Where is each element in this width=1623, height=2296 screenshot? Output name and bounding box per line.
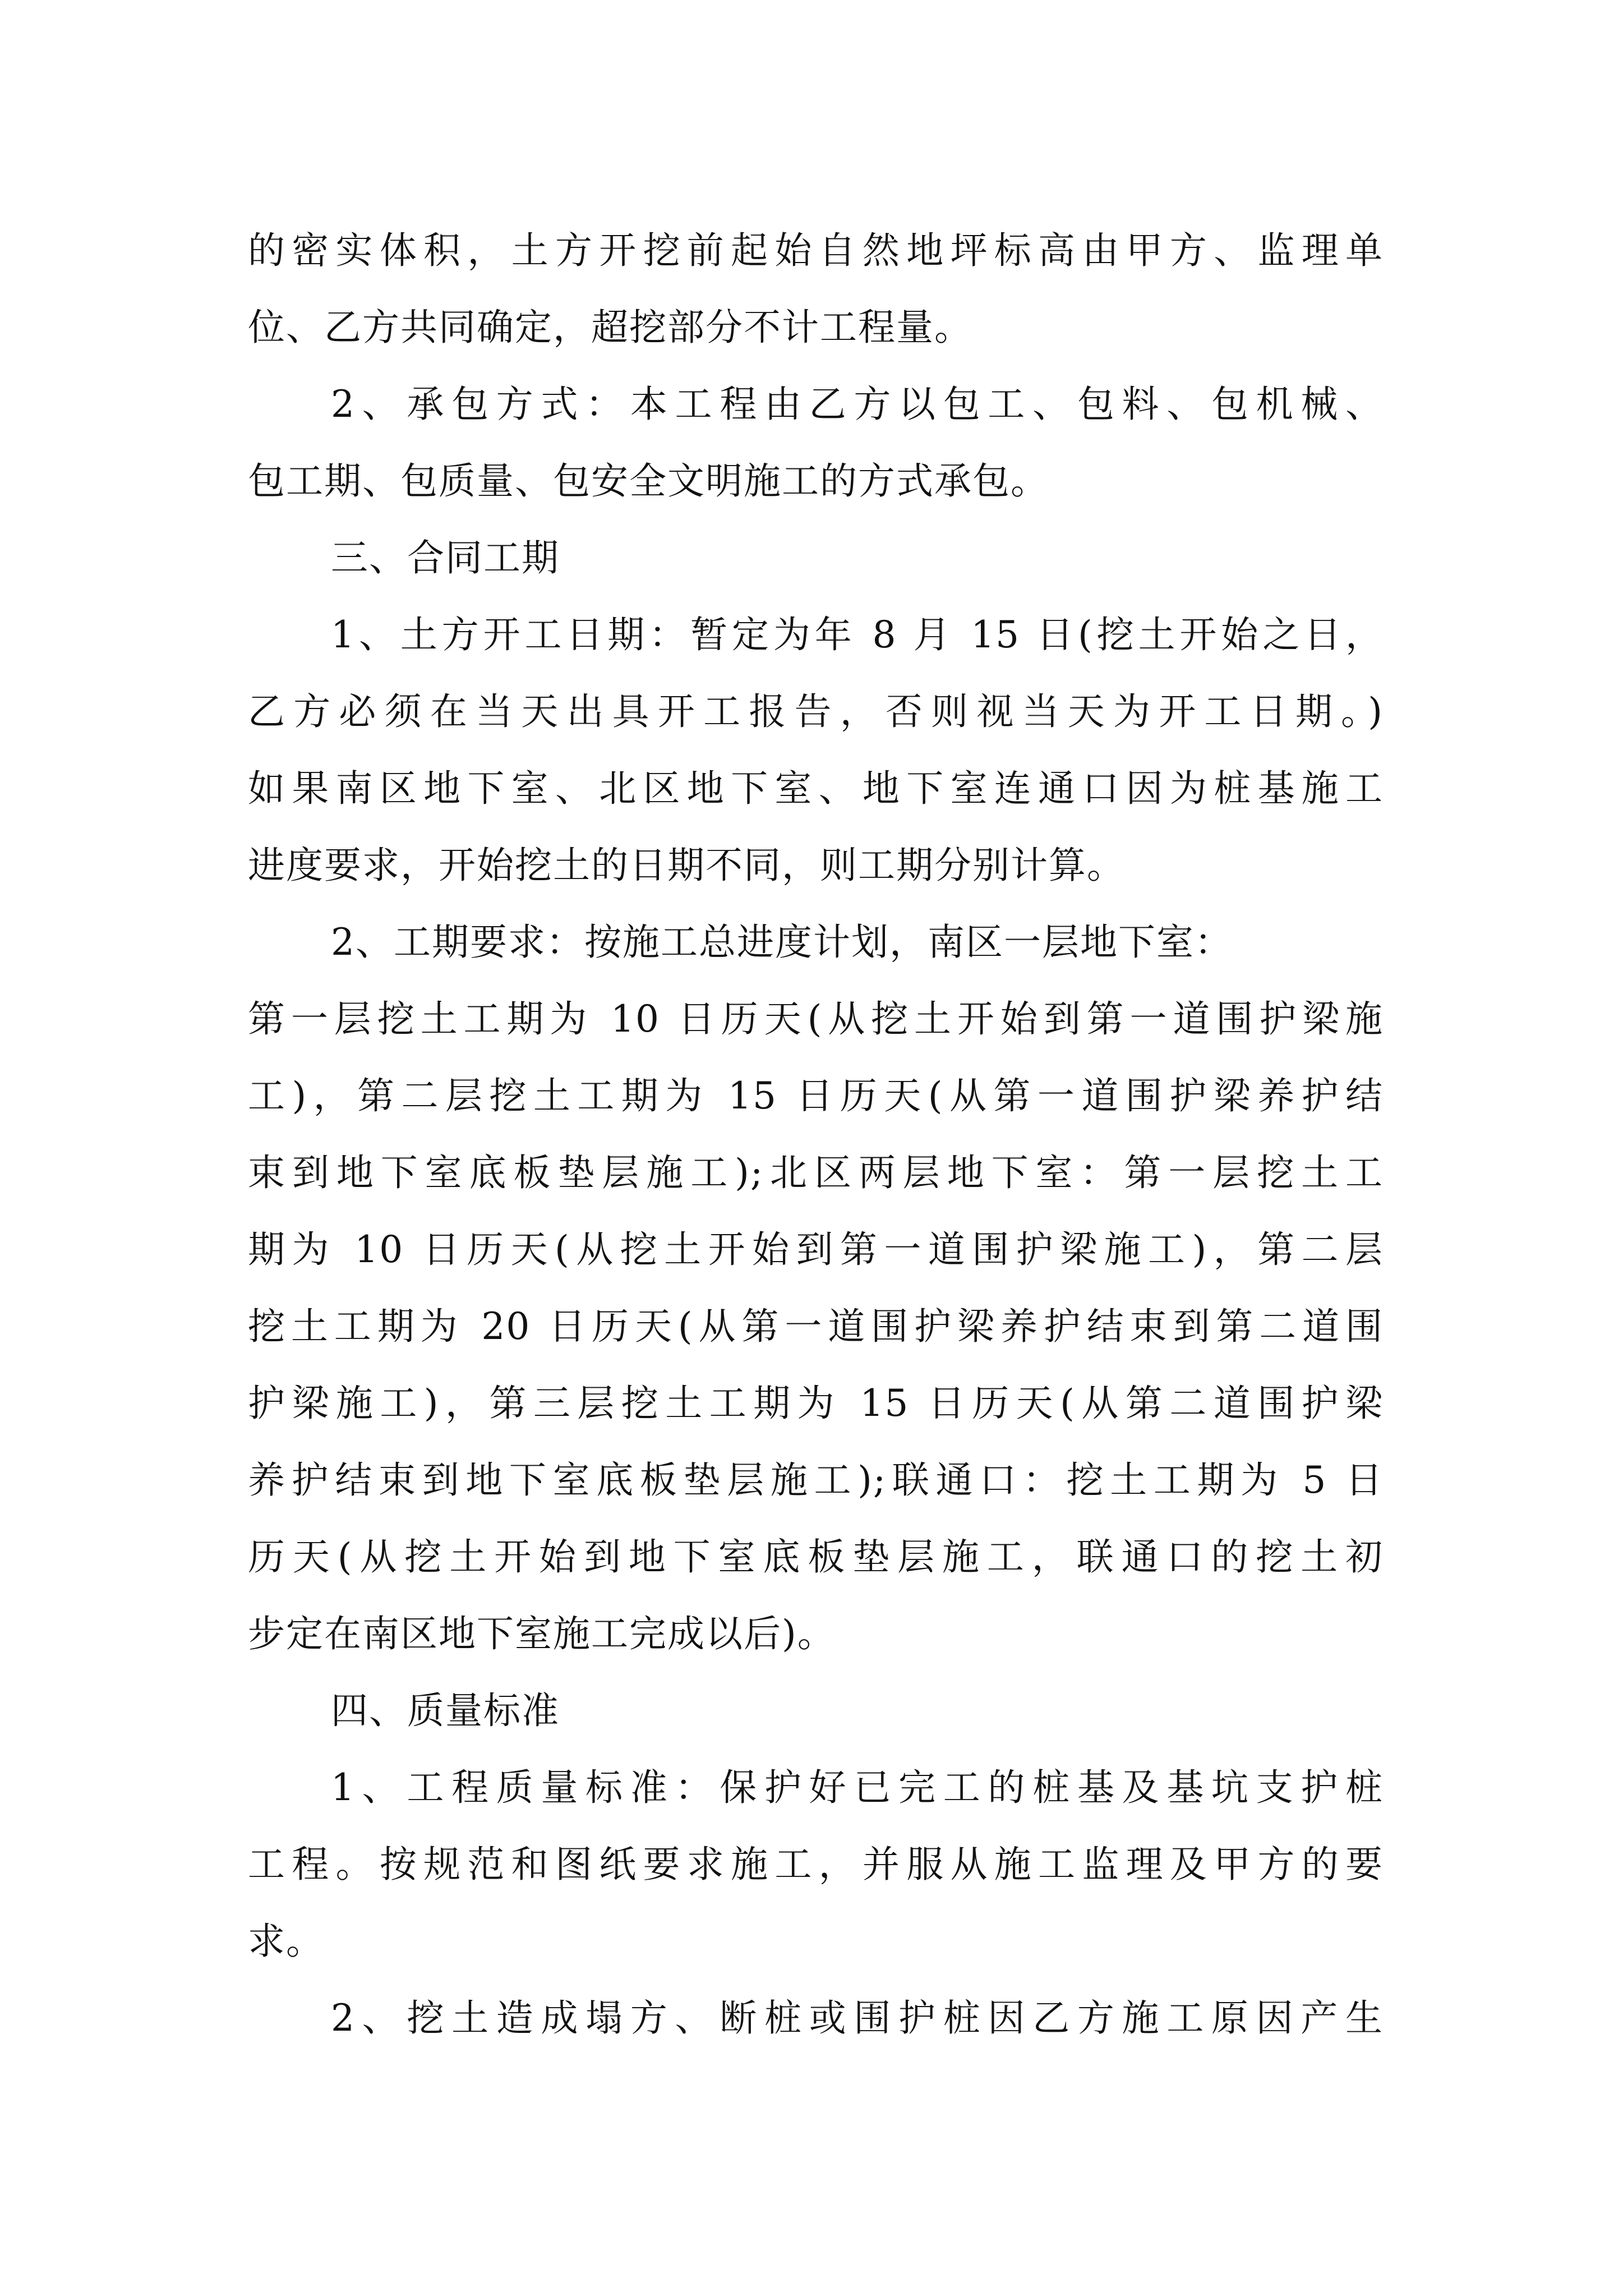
text-line: 工)，第二层挖土工期为 15 日历天(从第一道围护梁养护结 bbox=[248, 1074, 1384, 1117]
section-heading: 三、合同工期 bbox=[331, 536, 560, 579]
text-line: 历天(从挖土开始到地下室底板垫层施工，联通口的挖土初 bbox=[248, 1535, 1384, 1579]
text-line: 2、承包方式：本工程由乙方以包工、包料、包机械、 bbox=[331, 383, 1384, 426]
text-line: 如果南区地下室、北区地下室、地下室连通口因为桩基施工 bbox=[248, 767, 1384, 810]
text-line: 护梁施工)，第三层挖土工期为 15 日历天(从第二道围护梁 bbox=[248, 1382, 1384, 1425]
document-body bbox=[248, 212, 1384, 2056]
text-line: 束到地下室底板垫层施工);北区两层地下室：第一层挖土工 bbox=[248, 1151, 1384, 1194]
text-line: 包工期、包质量、包安全文明施工的方式承包。 bbox=[248, 459, 1049, 503]
text-line: 挖土工期为 20 日历天(从第一道围护梁养护结束到第二道围 bbox=[248, 1305, 1384, 1348]
text-line: 工程。按规范和图纸要求施工，并服从施工监理及甲方的要 bbox=[248, 1843, 1384, 1886]
text-line: 第一层挖土工期为 10 日历天(从挖土开始到第一道围护梁施 bbox=[248, 997, 1384, 1041]
text-line: 养护结束到地下室底板垫层施工);联通口：挖土工期为 5 日 bbox=[248, 1458, 1384, 1502]
text-line: 2、工期要求：按施工总进度计划，南区一层地下室： bbox=[331, 921, 1233, 964]
text-line: 步定在南区地下室施工完成以后)。 bbox=[248, 1612, 836, 1655]
text-line: 的密实体积，土方开挖前起始自然地坪标高由甲方、监理单 bbox=[248, 229, 1384, 272]
text-line: 期为 10 日历天(从挖土开始到第一道围护梁施工)，第二层 bbox=[248, 1228, 1384, 1271]
text-line: 1、工程质量标准：保护好已完工的桩基及基坑支护桩 bbox=[331, 1766, 1384, 1809]
text-line: 进度要求，开始挖土的日期不同，则工期分别计算。 bbox=[248, 844, 1125, 887]
section-heading: 四、质量标准 bbox=[331, 1689, 560, 1732]
text-line: 1、土方开工日期：暂定为年 8 月 15 日(挖土开始之日， bbox=[331, 613, 1384, 656]
text-line: 2、挖土造成塌方、断桩或围护桩因乙方施工原因产生 bbox=[331, 1996, 1384, 2040]
text-line: 乙方必须在当天出具开工报告，否则视当天为开工日期。) bbox=[248, 690, 1384, 733]
text-line: 位、乙方共同确定，超挖部分不计工程量。 bbox=[248, 306, 972, 349]
text-line: 求。 bbox=[248, 1920, 324, 1963]
